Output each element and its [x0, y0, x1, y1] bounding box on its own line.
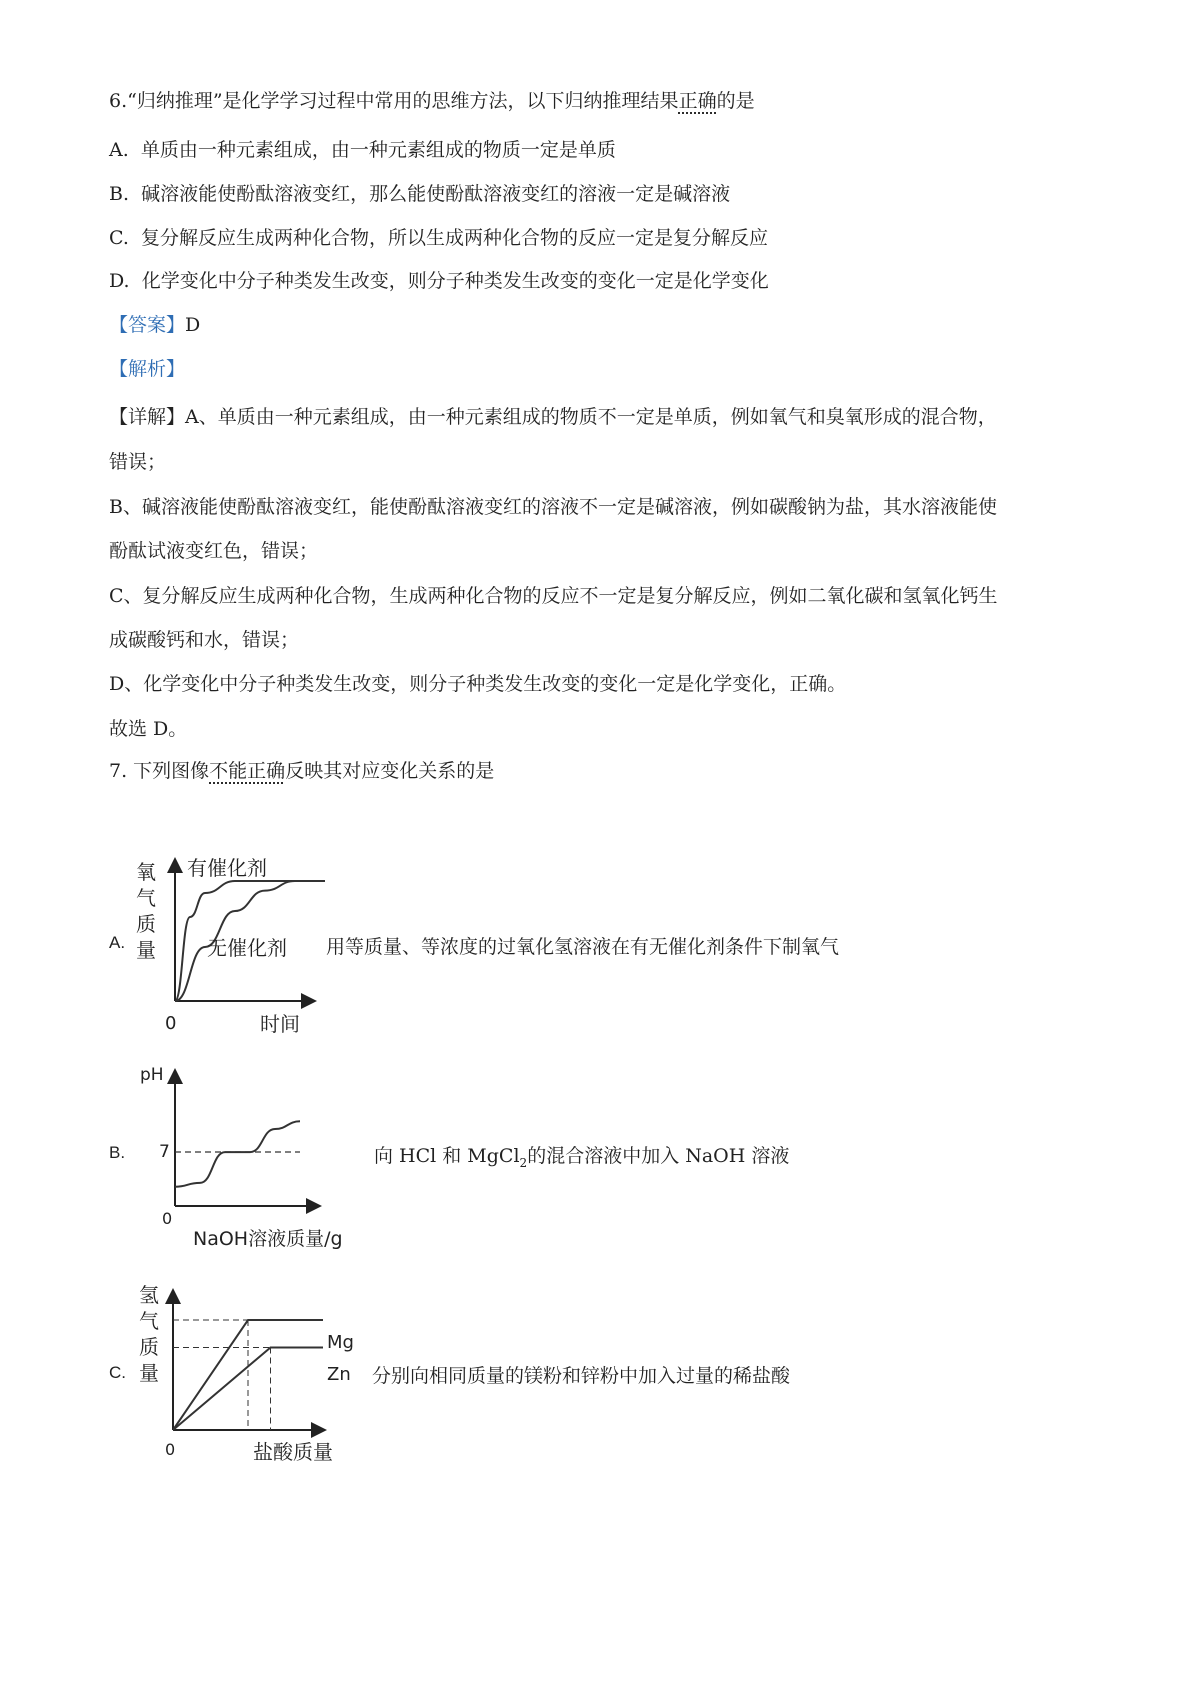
option-b-text-post: 的混合溶液中加入 NaOH 溶液 [527, 1145, 790, 1167]
detail-line-2: 错误； [109, 451, 167, 473]
q6-stem [109, 88, 755, 114]
option-text: 单质由一种元素组成，由一种元素组成的物质一定是单质 [140, 139, 616, 161]
ylabel-char: 量 [139, 1361, 159, 1385]
chart-ph [135, 1058, 375, 1253]
q6-option-d [109, 268, 769, 294]
ylabel-char: 气 [139, 1309, 159, 1333]
detail-text: A、单质由一种元素组成，由一种元素组成的物质不一定是单质，例如氧气和臭氧形成的混合物， [185, 406, 997, 428]
option-label: B. [109, 183, 130, 205]
series-label: Zn [327, 1364, 351, 1385]
q7-option-c-text: 分别向相同质量的镁粉和锌粉中加入过量的稀盐酸 [372, 1365, 791, 1387]
y-tick-7: 7 [159, 1142, 170, 1162]
origin-label: 0 [165, 1013, 177, 1034]
q7-option-b-label: B. [109, 1143, 126, 1162]
ylabel-char: 氢 [139, 1283, 159, 1307]
answer-line [109, 312, 200, 338]
q6-stem-after: 的是 [716, 90, 755, 112]
q7-option-c-label: C. [109, 1363, 126, 1382]
xlabel: NaOH溶液质量/g [193, 1228, 343, 1250]
origin-label: 0 [162, 1209, 173, 1228]
detail-line-5: C、复分解反应生成两种化合物，生成两种化合物的反应不一定是复分解反应，例如二氧化碳和氢氧化钙生 [109, 585, 998, 607]
answer-value: D [185, 314, 201, 336]
q7-option-b-text [374, 1143, 789, 1176]
q7-stem-after: 反映其对应变化关系的是 [285, 760, 495, 782]
analysis-tag: 【解析】 [109, 358, 186, 380]
q6-stem-emphasis: 正确 [678, 90, 717, 112]
answer-tag: 【答案】 [109, 314, 186, 336]
option-label: C. [109, 227, 129, 249]
analysis-line [109, 356, 185, 382]
q7-stem-before: 7. 下列图像 [109, 760, 210, 782]
q7-stem [109, 758, 494, 784]
chart-hydrogen-mass [135, 1280, 365, 1470]
detail-line-8: 故选 D。 [109, 718, 188, 740]
series-label: Mg [327, 1332, 354, 1353]
detail-line-4: 酚酞试液变红色，错误； [109, 540, 319, 562]
option-text: 化学变化中分子种类发生改变，则分子种类发生改变的变化一定是化学变化 [141, 270, 769, 292]
detail-tag: 【详解】 [109, 406, 186, 428]
option-text: 复分解反应生成两种化合物，所以生成两种化合物的反应一定是复分解反应 [141, 227, 769, 249]
option-label: A. [109, 139, 129, 161]
ylabel-char: 氧 [136, 860, 156, 884]
ylabel-char: 质 [136, 912, 156, 936]
series-label: 有催化剂 [187, 856, 267, 880]
q6-option-a [109, 137, 616, 163]
series-label: 无催化剂 [207, 936, 287, 960]
origin-label: 0 [165, 1440, 176, 1459]
detail-line-1 [109, 404, 997, 430]
q6-option-c [109, 225, 768, 251]
series-line-zn [173, 1348, 323, 1431]
q7-option-a-label: A. [109, 933, 126, 952]
ylabel: pH [140, 1065, 164, 1085]
xlabel: 盐酸质量 [253, 1440, 333, 1464]
option-b-text-pre: 向 HCl 和 MgCl [374, 1145, 520, 1167]
detail-line-7: D、化学变化中分子种类发生改变，则分子种类发生改变的变化一定是化学变化，正确。 [109, 673, 847, 695]
chart-oxygen-mass [135, 853, 325, 1035]
detail-line-3: B、碱溶液能使酚酞溶液变红，能使酚酞溶液变红的溶液不一定是碱溶液，例如碳酸钠为盐，其水溶液能使 [109, 496, 997, 518]
series-group [173, 1320, 323, 1430]
option-text: 碱溶液能使酚酞溶液变红，那么能使酚酞溶液变红的溶液一定是碱溶液 [141, 183, 731, 205]
q7-stem-emphasis: 不能正确 [209, 760, 286, 782]
detail-line-6: 成碳酸钙和水，错误； [109, 629, 300, 651]
ylabel-char: 量 [136, 938, 156, 962]
option-label: D. [109, 270, 130, 292]
xlabel: 时间 [260, 1012, 300, 1035]
q6-stem-before: 6.“归纳推理”是化学学习过程中常用的思维方法，以下归纳推理结果 [109, 90, 679, 112]
q6-option-b [109, 181, 730, 207]
ylabel-char: 质 [139, 1335, 159, 1359]
ph-curve [175, 1121, 300, 1186]
option-b-subscript: 2 [519, 1155, 528, 1170]
q7-option-a-text: 用等质量、等浓度的过氧化氢溶液在有无催化剂条件下制氧气 [326, 936, 840, 958]
ylabel-char: 气 [136, 886, 156, 910]
